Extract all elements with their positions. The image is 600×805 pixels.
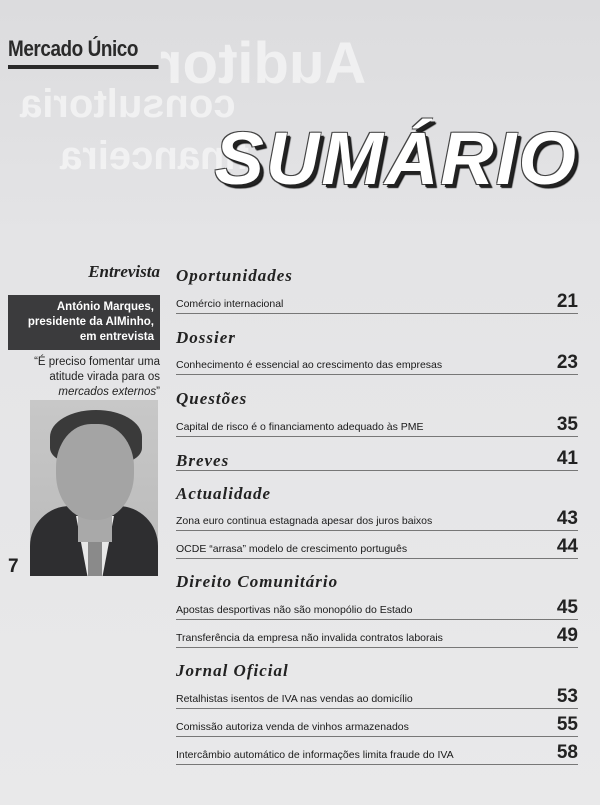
ghost-text-2: consultoria (20, 82, 236, 126)
toc-entry-text: Intercâmbio automático de informações limita fraude do IVA (176, 749, 454, 761)
interview-heading: Entrevista (88, 262, 160, 281)
toc-entry[interactable] (176, 414, 578, 437)
toc-entry-page: 23 (556, 352, 578, 373)
toc-entry-text: Transferência da empresa não invalida contratos laborais (176, 632, 443, 644)
toc-entry-page: 43 (556, 508, 578, 529)
toc-entry[interactable] (176, 686, 578, 709)
quote-emphasis: mercados externos (58, 386, 157, 398)
section-title-oportunidades: Oportunidades (176, 266, 293, 285)
toc-entry-text: OCDE “arrasa” modelo de crescimento português (176, 543, 408, 555)
toc-entry[interactable] (176, 625, 578, 648)
quote-close: ” (156, 386, 160, 398)
toc-entry-page: 45 (556, 597, 578, 618)
toc-entry-text: Comissão autoriza venda de vinhos armazenados (176, 721, 409, 733)
ghost-text-1: Auditor (160, 31, 367, 96)
toc-entry[interactable] (176, 714, 578, 737)
toc-entry-breves[interactable] (176, 448, 578, 471)
section-title-dossier: Dossier (176, 328, 236, 347)
section-title-actualidade: Actualidade (176, 484, 272, 503)
toc-entry[interactable] (176, 742, 578, 765)
interview-photo (30, 400, 158, 576)
toc-entry-page: 41 (556, 448, 578, 469)
ghost-text-3: financeira (60, 134, 249, 178)
section-title-jornal-oficial: Jornal Oficial (176, 661, 289, 680)
quote-start: “É preciso fomentar uma atitude virada para os (34, 356, 160, 383)
toc-entry-page: 58 (556, 742, 578, 763)
toc-entry-text: Retalhistas isentos de IVA nas vendas ao domicílio (176, 693, 413, 705)
toc-entry-text: Zona euro continua estagnada apesar dos juros baixos (176, 515, 433, 527)
toc-entry[interactable] (176, 597, 578, 620)
toc-entry-page: 55 (556, 714, 578, 735)
toc-entry-page: 53 (556, 686, 578, 707)
page-title: SUMÁRIO (214, 117, 578, 200)
toc-entry[interactable] (176, 291, 578, 314)
interview-page-number: 7 (8, 556, 19, 577)
toc-entry-text: Apostas desportivas não são monopólio do Estado (176, 604, 413, 616)
masthead: Mercado Único (8, 36, 159, 69)
photo-face (56, 424, 134, 520)
toc-entry-page: 35 (556, 414, 578, 435)
toc-entry-page: 21 (556, 291, 578, 312)
toc-entry-text: Capital de risco é o financiamento adequado às PME (176, 421, 424, 433)
toc-entry-text: Conhecimento é essencial ao crescimento das empresas (176, 359, 443, 371)
toc-entry[interactable] (176, 508, 578, 531)
toc-entry[interactable] (176, 352, 578, 375)
toc-entry[interactable] (176, 536, 578, 559)
toc-entry-page: 49 (556, 625, 578, 646)
interview-quote (8, 355, 160, 400)
interview-person: António Marques, presidente da AIMinho, em entrevista (8, 295, 160, 350)
toc-entry-text: Comércio internacional (176, 298, 284, 310)
section-title-direito-comunitario: Direito Comunitário (176, 572, 339, 591)
section-title-breves[interactable]: Breves (176, 451, 230, 470)
interview-column (8, 262, 160, 400)
section-title-questoes: Questões (176, 389, 248, 408)
toc-entry-page: 44 (556, 536, 578, 557)
